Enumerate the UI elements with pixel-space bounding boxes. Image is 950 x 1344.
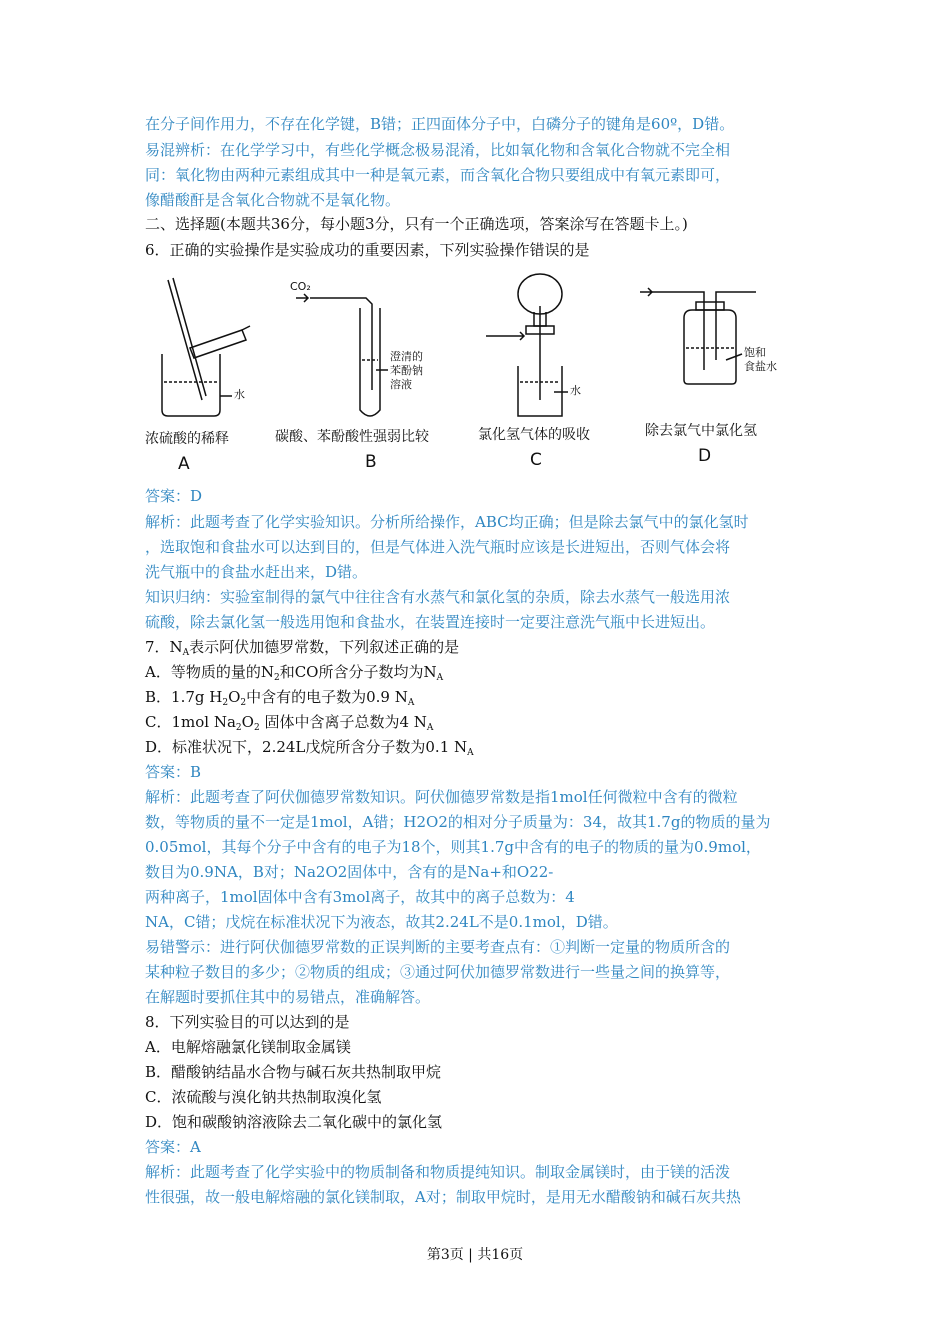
caption-b: 碳酸、苯酚酸性强弱比较 (275, 429, 429, 445)
apparatus-d (640, 288, 756, 384)
saline-label-2: 食盐水 (744, 360, 777, 373)
text-line: D．标准状况下，2.24L戊烷所含分子数为0.1 $N_A$ (145, 738, 474, 758)
text-line: 某种粒子数目的多少；②物质的组成；③通过阿伏加德罗常数进行一些量之间的换算等， (145, 963, 731, 981)
test-tube-b (360, 308, 380, 416)
text-line: 硫酸，除去氯化氢一般选用饱和食盐水，在装置连接时一定要注意洗气瓶中长进短出。 (145, 613, 716, 631)
letter-b: B (365, 452, 377, 472)
text-line: 6．正确的实验操作是实验成功的重要因素，下列实验操作错误的是 (145, 241, 590, 259)
text-line: A．电解熔融氯化镁制取金属镁 (145, 1038, 351, 1056)
text-line: 洗气瓶中的食盐水赶出来，D错。 (145, 563, 368, 581)
text-line: 解析：此题考查了阿伏伽德罗常数知识。阿伏伽德罗常数是指1mol任何微粒中含有的微粒 (145, 788, 738, 806)
solution-label-1: 澄清的 (390, 350, 423, 363)
text-line: 在解题时要抓住其中的易错点，准确解答。 (145, 988, 431, 1006)
experiment-figure (140, 270, 810, 480)
caption-d: 除去氯气中氯化氢 (645, 423, 757, 439)
apparatus-c (486, 274, 568, 416)
hcl-arrow (486, 332, 524, 340)
gas-arrow-d (640, 288, 652, 296)
letter-d: D (698, 446, 712, 466)
saline-label-1: 饱和 (744, 346, 766, 359)
text-line: B．1.7g $H_2O_2$中含有的电子数为0.9 $N_A$ (145, 688, 415, 708)
text-line: 答案：A (145, 1138, 201, 1156)
letter-c: C (530, 450, 542, 470)
water-label-a: 水 (234, 388, 245, 401)
text-line: A．等物质的量的$N_2$和CO所含分子数均为$N_A$ (145, 663, 444, 683)
text-line: 0.05mol，其每个分子中含有的电子为18个，则其1.7g中含有的电子的物质的量为0.9mol， (145, 838, 761, 856)
delivery-tube-b (310, 298, 372, 390)
text-line: 解析：此题考查了化学实验知识。分析所给操作，ABC均正确；但是除去氯气中的氯化氢时 (145, 513, 749, 531)
caption-c: 氯化氢气体的吸收 (478, 427, 590, 443)
text-line: 数，等物质的量不一定是1mol，A错；H2O2的相对分子质量为：34，故其1.7g的物质的量为 (145, 813, 771, 831)
wash-bottle-d (684, 310, 736, 384)
text-line: 像醋酸酐是含氧化合物就不是氧化物。 (145, 191, 401, 209)
letter-a: A (178, 454, 190, 474)
text-line: 性很强，故一般电解熔融的氯化镁制取，A对；制取甲烷时，是用无水醋酸钠和碱石灰共热 (145, 1188, 741, 1206)
co2-arrow (296, 294, 308, 302)
text-line: 易错警示：进行阿伏伽德罗常数的正误判断的主要考查点有：①判断一定量的物质所含的 (145, 938, 731, 956)
text-line: 在分子间作用力，不存在化学键，B错；正四面体分子中，白磷分子的键角是60º，D错。 (145, 115, 735, 133)
cylinder-a (190, 330, 246, 358)
text-line: C．浓硫酸与溴化钠共热制取溴化氢 (145, 1088, 382, 1106)
water-label-c: 水 (570, 384, 581, 397)
page-footer: 第3页 | 共16页 (426, 1247, 524, 1263)
text-line: 易混辨析：在化学学习中，有些化学概念极易混淆，比如氧化物和含氧化合物就不完全相 (145, 141, 731, 159)
text-line: D．饱和碳酸钠溶液除去二氧化碳中的氯化氢 (145, 1113, 443, 1131)
apparatus-b (296, 294, 388, 416)
text-line: 同：氧化物由两种元素组成其中一种是氧元素，而含氧化合物只要组成中有氧元素即可， (145, 166, 731, 184)
text-line: ，选取饱和食盐水可以达到目的，但是气体进入洗气瓶时应该是长进短出，否则气体会将 (145, 538, 731, 556)
text-line: 解析：此题考查了化学实验中的物质制备和物质提纯知识。制取金属镁时，由于镁的活泼 (145, 1163, 731, 1181)
text-line: C．1mol $Na_2O_2$ 固体中含离子总数为4 $N_A$ (145, 713, 434, 733)
solution-label-2: 苯酚钠 (390, 364, 423, 377)
text-line: 数目为0.9NA，B对；Na2O2固体中，含有的是Na+和O22- (145, 863, 554, 881)
text-line: 二、选择题(本题共36分，每小题3分，只有一个正确选项，答案涂写在答题卡上。) (145, 215, 688, 233)
experiment-drawings (140, 270, 810, 430)
solution-label-3: 溶液 (390, 378, 412, 391)
co2-label: CO₂ (290, 280, 311, 293)
text-line: NA，C错；戊烷在标准状况下为液态，故其2.24L不是0.1mol，D错。 (145, 913, 618, 931)
text-line: 两种离子，1mol固体中含有3mol离子，故其中的离子总数为：4 (145, 888, 575, 906)
text-line: 答案：D (145, 487, 203, 505)
text-line: B．醋酸钠结晶水合物与碱石灰共热制取甲烷 (145, 1063, 442, 1081)
text-line: 8．下列实验目的可以达到的是 (145, 1013, 350, 1031)
caption-a: 浓硫酸的稀释 (145, 431, 229, 447)
text-line: 知识归纳：实验室制得的氯气中往往含有水蒸气和氯化氢的杂质，除去水蒸气一般选用浓 (145, 588, 731, 606)
text-line: 7．$N_A$表示阿伏加德罗常数，下列叙述正确的是 (145, 638, 460, 658)
text-line: 答案：B (145, 763, 202, 781)
